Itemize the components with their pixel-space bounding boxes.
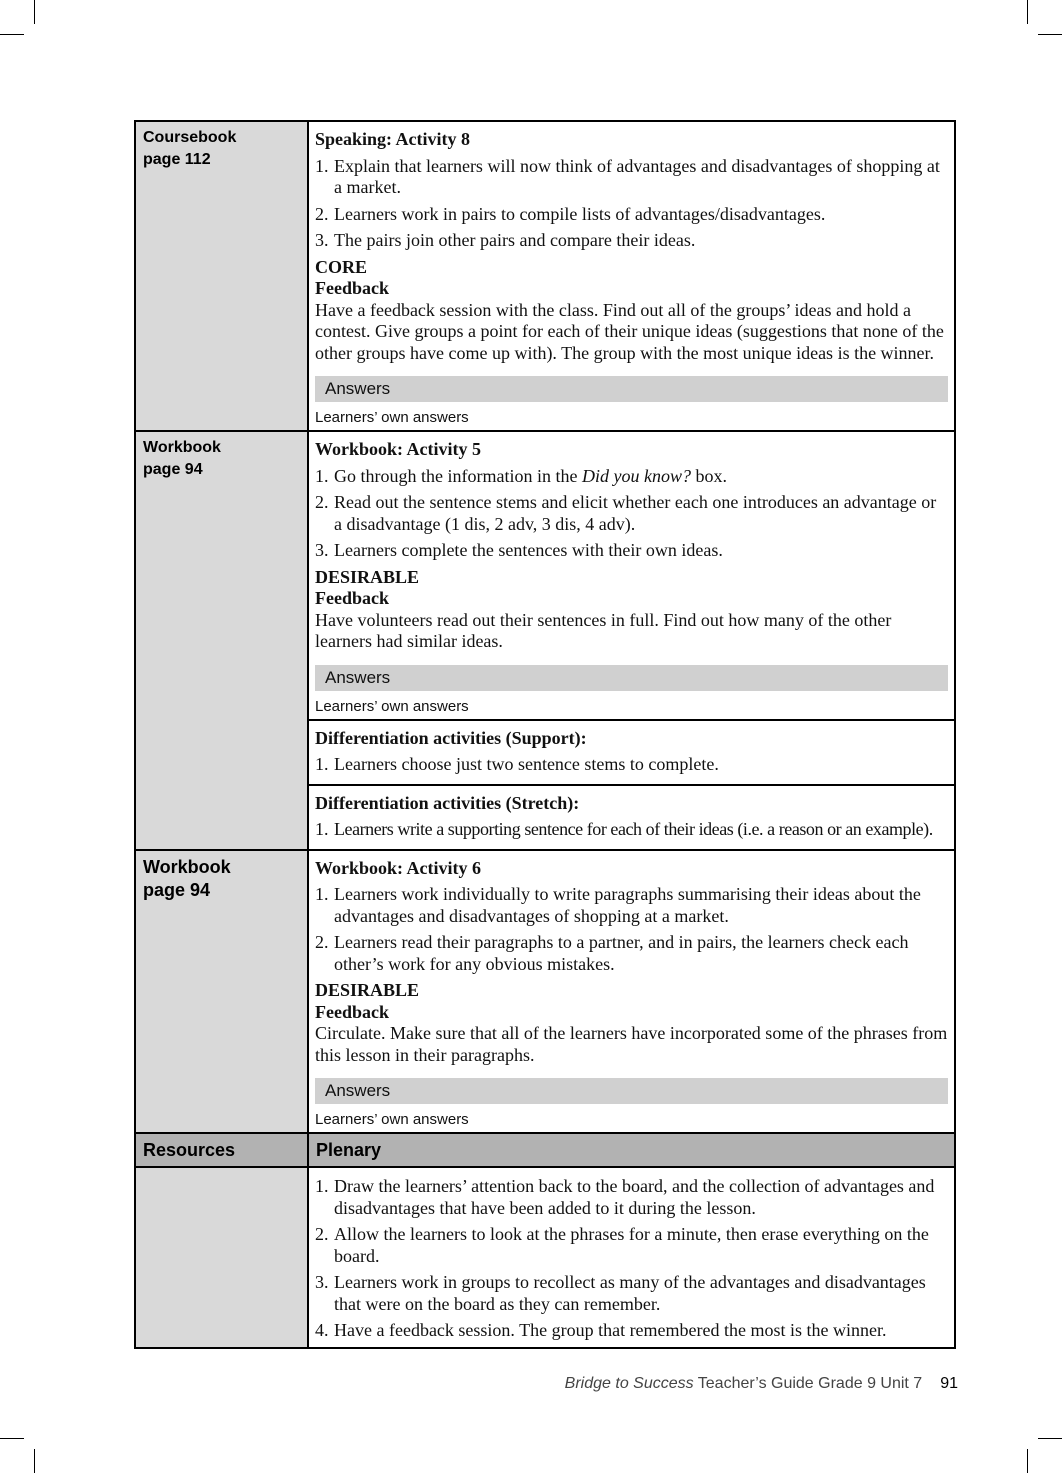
activity-title: Speaking: Activity 8 xyxy=(315,129,471,149)
resource-cell xyxy=(135,121,308,431)
crop-mark xyxy=(0,34,24,35)
activity-cell xyxy=(308,431,955,720)
resource-page: page 94 xyxy=(143,461,203,478)
crop-mark xyxy=(0,1438,24,1439)
support-title: Differentiation activities (Support): xyxy=(315,727,587,748)
answers-bar: Answers xyxy=(315,665,948,691)
list-item: 1. Learners choose just two sentence stems to complete. xyxy=(315,754,719,774)
list-item: 4. Have a feedback session. The group that remembered the most is the winner. xyxy=(315,1320,887,1340)
list-item: 3. Learners work in groups to recollect as many of the advantages and disadvantages that were on the board as they can remember. xyxy=(315,1272,926,1314)
support-cell xyxy=(308,720,955,785)
level-label: DESIRABLE xyxy=(315,980,420,1000)
page-footer xyxy=(565,1375,958,1393)
answers-text: Learners’ own answers xyxy=(315,409,469,426)
resource-label: Workbook xyxy=(143,856,231,877)
stretch-title: Differentiation activities (Stretch): xyxy=(315,792,580,813)
list-item: 1. Go through the information in the Did you know? box. xyxy=(315,465,727,486)
list-item: 1. Explain that learners will now think of advantages and disadvantages of shopping at a market. xyxy=(315,155,940,197)
book-title: Bridge to Success xyxy=(564,1375,694,1392)
crop-mark xyxy=(1038,34,1062,35)
plenary-header: Plenary xyxy=(308,1133,955,1167)
resource-cell xyxy=(135,850,308,1134)
activity-title: Workbook: Activity 6 xyxy=(315,857,482,878)
activity-title: Workbook: Activity 5 xyxy=(315,439,482,459)
crop-mark xyxy=(1027,1449,1028,1473)
list-item: 1. Draw the learners’ attention back to the board, and the collection of advantages and disadvantages that have been added to it during the lesson. xyxy=(315,1176,935,1218)
steps-list xyxy=(315,819,948,841)
stretch-cell xyxy=(308,785,955,850)
list-item: 2. Learners work in pairs to compile lists of advantages/disadvantages. xyxy=(315,203,826,224)
level-label: DESIRABLE xyxy=(315,566,420,587)
feedback-text: Have a feedback session with the class. Find out all of the groups’ ideas and hold a contest. Give groups a point for each of their unique ideas (suggestions that none of the other groups have come up with). The group with the most unique ideas is the winner. xyxy=(315,299,944,363)
steps-list xyxy=(315,156,948,252)
activity-cell xyxy=(308,121,955,431)
feedback-text: Circulate. Make sure that all of the learners have incorporated some of the phrases from this lesson in their paragraphs. xyxy=(315,1023,948,1065)
resource-page: page 112 xyxy=(143,151,211,168)
resource-cell xyxy=(135,1167,308,1348)
steps-list xyxy=(315,754,948,776)
steps-list xyxy=(315,884,948,975)
level-label: CORE xyxy=(315,256,368,277)
answers-bar: Answers xyxy=(315,376,948,402)
answers-bar: Answers xyxy=(315,1078,948,1104)
answers-text: Learners’ own answers xyxy=(315,1111,469,1128)
table-row xyxy=(135,1167,955,1348)
resource-label: Workbook xyxy=(143,439,221,456)
resource-label: Coursebook xyxy=(143,129,237,146)
resources-header: Resources xyxy=(135,1133,308,1167)
lesson-plan-table xyxy=(134,120,956,1349)
crop-mark xyxy=(34,0,35,24)
answers-text: Learners’ own answers xyxy=(315,697,469,715)
activity-cell xyxy=(308,850,955,1134)
crop-mark xyxy=(1038,1438,1062,1439)
list-item: 1. Learners work individually to write paragraphs summarising their ideas about the advantages and disadvantages of shopping at a market. xyxy=(315,884,921,926)
table-row xyxy=(135,431,955,720)
resource-page: page 94 xyxy=(143,879,211,900)
feedback-heading: Feedback xyxy=(315,1001,389,1022)
table-row xyxy=(135,850,955,1134)
resource-cell xyxy=(135,431,308,850)
plenary-cell xyxy=(308,1167,955,1348)
list-item: 3. The pairs join other pairs and compare their ideas. xyxy=(315,230,696,250)
list-item: 3. Learners complete the sentences with their own ideas. xyxy=(315,540,723,560)
table-row xyxy=(135,121,955,431)
list-item: 1. Learners write a supporting sentence for each of their ideas (i.e. a reason or an example). xyxy=(315,819,933,839)
feedback-heading: Feedback xyxy=(315,588,389,608)
feedback-heading: Feedback xyxy=(315,278,389,298)
feedback-text: Have volunteers read out their sentences in full. Find out how many of the other learners had similar ideas. xyxy=(315,609,892,651)
list-item: 2. Learners read their paragraphs to a partner, and in pairs, the learners check each other’s work for any obvious mistakes. xyxy=(315,932,909,974)
steps-list xyxy=(315,1176,948,1342)
page-number: 91 xyxy=(940,1375,958,1392)
list-item: 2. Allow the learners to look at the phrases for a minute, then erase everything on the board. xyxy=(315,1224,929,1266)
crop-mark xyxy=(1027,0,1028,24)
list-item: 2. Read out the sentence stems and elicit whether each one introduces an advantage or a disadvantage (1 dis, 2 adv, 3 dis, 4 adv). xyxy=(315,492,937,534)
crop-mark xyxy=(34,1449,35,1473)
table-row xyxy=(135,1133,955,1167)
steps-list xyxy=(315,466,948,562)
footer-subtitle: Teacher’s Guide Grade 9 Unit 7 xyxy=(693,1375,923,1392)
